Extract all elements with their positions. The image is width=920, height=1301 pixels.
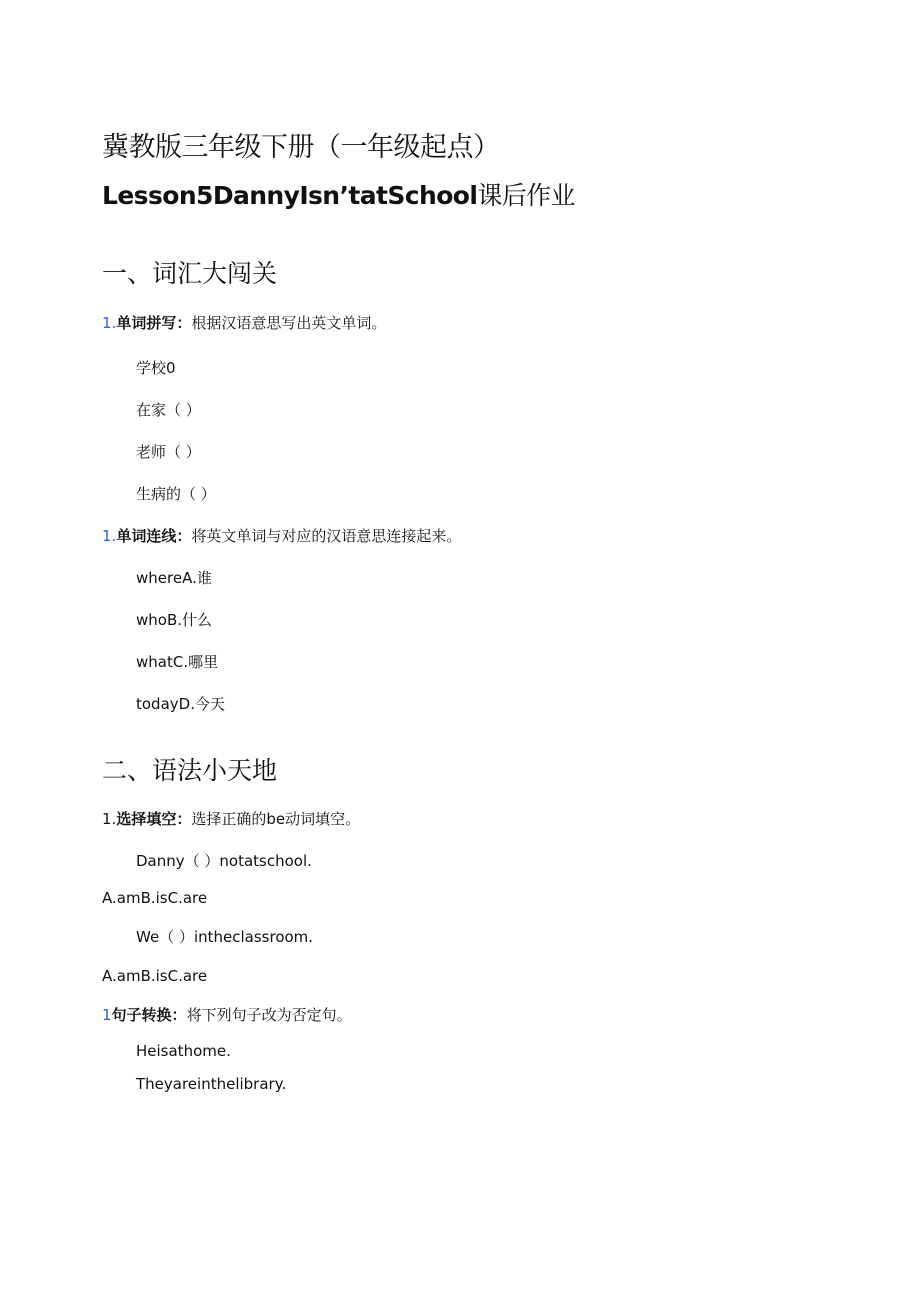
matching-item: todayD.今天: [136, 695, 225, 713]
fill-blank-sentence: We（ ）intheclassroom.: [136, 928, 314, 946]
question-spelling: [102, 312, 386, 334]
question-number: 1.: [102, 810, 117, 828]
question-number: 1: [102, 1006, 112, 1024]
spelling-item: 在家（ ）: [136, 401, 201, 419]
question-fill-blank: [102, 808, 360, 830]
matching-item: whereA.谁: [136, 569, 212, 587]
fill-blank-options: A.amB.isC.are: [102, 889, 208, 907]
question-matching: [102, 525, 461, 547]
spelling-item: 生病的（ ）: [136, 485, 216, 503]
section-vocabulary-heading: 一、词汇大闯关: [102, 259, 278, 288]
spelling-item: 学校0: [136, 359, 176, 377]
transform-sentence: Theyareinthelibrary.: [136, 1075, 287, 1093]
worksheet-title-line2: [102, 176, 575, 216]
question-instruction: 选择正确的be动词填空。: [191, 810, 361, 828]
matching-item: whatC.哪里: [136, 653, 219, 671]
matching-item: whoB.什么: [136, 611, 213, 629]
question-number: 1.: [102, 314, 117, 332]
transform-sentence: Heisathome.: [136, 1042, 231, 1060]
question-number: 1.: [102, 527, 117, 545]
lesson-title: Lesson5DannyIsn’tatSchool: [102, 181, 478, 210]
question-instruction: 将英文单词与对应的汉语意思连接起来。: [191, 527, 462, 545]
fill-blank-sentence: Danny（ ）notatschool.: [136, 852, 312, 870]
question-instruction: 根据汉语意思写出英文单词。: [191, 314, 387, 332]
spelling-item: 老师（ ）: [136, 443, 201, 461]
question-label: 单词连线：: [116, 527, 192, 545]
homework-label: 课后作业: [477, 181, 575, 210]
question-label: 单词拼写：: [116, 314, 192, 332]
fill-blank-options: A.amB.isC.are: [102, 967, 208, 985]
question-instruction: 将下列句子改为否定句。: [186, 1006, 352, 1024]
question-sentence-transform: [102, 1004, 352, 1026]
section-grammar-heading: 二、语法小天地: [102, 756, 278, 785]
worksheet-title-line1: 冀教版三年级下册（一年级起点）: [102, 132, 500, 163]
question-label: 句子转换：: [111, 1006, 187, 1024]
question-label: 选择填空：: [116, 810, 192, 828]
